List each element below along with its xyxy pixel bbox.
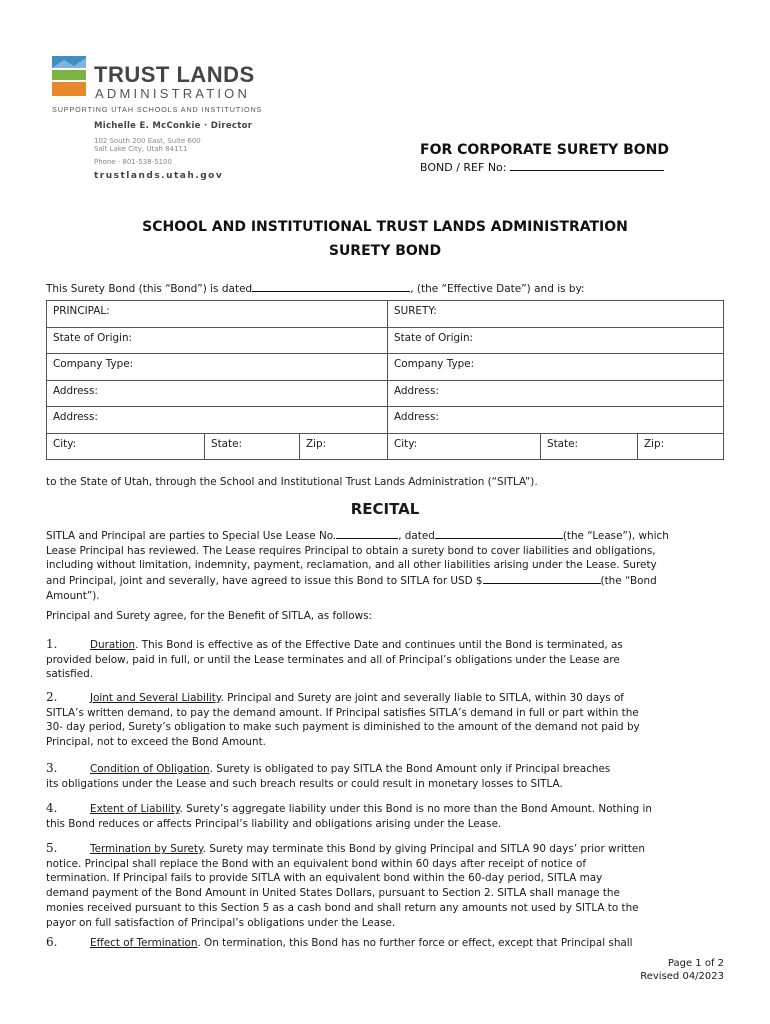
- dated-line: [46, 281, 585, 295]
- section-text: this Bond reduces or affects Principal’s liability and obligations arising under the Lease.: [46, 817, 502, 830]
- director-name: Michelle E. McConkie · Director: [94, 121, 253, 131]
- section-6: [46, 935, 726, 951]
- section-line: [46, 916, 726, 931]
- section-number: 1.: [46, 637, 58, 651]
- page-number: Page 1 of 2: [667, 958, 724, 969]
- section-line: [46, 761, 726, 777]
- section-text: notice. Principal shall replace the Bond with an equivalent bond within 60 days after receipt of notice of: [46, 857, 587, 870]
- section-5: [46, 841, 726, 930]
- dated-prefix: This Surety Bond (this “Bond”) is dated: [46, 283, 253, 295]
- section-line: [46, 841, 726, 857]
- section-text: . Surety is obligated to pay SITLA the Bond Amount only if Principal breaches: [209, 763, 611, 775]
- recital-line-4a: and Principal, joint and severally, have agreed to issue this Bond to SITLA for USD $: [46, 575, 483, 588]
- surety-address-1[interactable]: Address:: [388, 380, 724, 407]
- principal-zip[interactable]: Zip:: [300, 433, 388, 460]
- section-line: [46, 777, 726, 792]
- doc-title-line-1: SCHOOL AND INSTITUTIONAL TRUST LANDS ADMINISTRATION: [142, 219, 628, 235]
- principal-header[interactable]: PRINCIPAL:: [47, 301, 388, 328]
- section-line: [46, 871, 726, 886]
- principal-state[interactable]: State:: [205, 433, 300, 460]
- surety-state-of-origin[interactable]: State of Origin:: [388, 327, 724, 354]
- section-text: termination. If Principal fails to provide SITLA with an equivalent bond within the 60-day period, SITLA may: [46, 872, 603, 885]
- section-line: [46, 706, 726, 721]
- section-text: . Principal and Surety are joint and severally liable to SITLA, within 30 days of: [220, 692, 624, 704]
- principal-state-of-origin[interactable]: State of Origin:: [47, 327, 388, 354]
- bond-ref-blank[interactable]: [510, 160, 664, 171]
- dated-suffix: , (the “Effective Date”) and is by:: [410, 283, 585, 295]
- agree-line: Principal and Surety agree, for the Benefit of SITLA, as follows:: [46, 610, 373, 622]
- principal-city[interactable]: City:: [47, 433, 205, 460]
- section-text: its obligations under the Lease and such breach results or could result in monetary losses to SITLA.: [46, 777, 563, 790]
- phone: Phone · 801-538-5100: [94, 158, 172, 166]
- effective-date-blank[interactable]: [252, 281, 410, 292]
- bond-ref-label: BOND / REF No:: [420, 161, 507, 174]
- section-line: [46, 857, 726, 872]
- recital-text-c: (the “Lease”), which: [562, 530, 669, 542]
- section-title: Extent of Liability: [90, 803, 180, 815]
- section-line: [46, 801, 726, 817]
- section-2: [46, 690, 726, 750]
- address-line-1: 102 South 200 East, Suite 600: [94, 137, 201, 145]
- section-text: monies received pursuant to this Section 5 as a cash bond and shall return any amounts not used by SITLA to the: [46, 901, 639, 914]
- principal-address-1[interactable]: Address:: [47, 380, 388, 407]
- section-text: . On termination, this Bond has no further force or effect, except that Principal shall: [197, 937, 633, 949]
- recital-heading: RECITAL: [350, 500, 420, 518]
- to-state-line: to the State of Utah, through the School and Institutional Trust Lands Administration (“SITLA”).: [46, 476, 538, 488]
- recital-line-4b: (the “Bond: [600, 575, 657, 588]
- principal-address-2[interactable]: Address:: [47, 407, 388, 434]
- section-1: [46, 637, 726, 682]
- bond-amount-blank[interactable]: [483, 573, 601, 584]
- address-line-2: Salt Lake City, Utah 84111: [94, 145, 188, 153]
- section-line: [46, 817, 726, 832]
- lease-date-blank[interactable]: [435, 528, 563, 539]
- section-title: Joint and Several Liability: [90, 692, 221, 704]
- logo-tagline: SUPPORTING UTAH SCHOOLS AND INSTITUTIONS: [52, 105, 263, 114]
- recital-line-5: Amount”).: [46, 589, 100, 602]
- section-text: SITLA’s written demand, to pay the demand amount. If Principal satisfies SITLA’s demand in full or part within the: [46, 706, 639, 719]
- recital-line-3: including without limitation, indemnity, payment, reclamation, and all other liabilities arising under the Lease. Surety: [46, 559, 657, 572]
- section-text: 30- day period, Surety’s obligation to make such payment is diminished to the amount of the demand not paid by: [46, 721, 640, 734]
- surety-zip[interactable]: Zip:: [638, 433, 724, 460]
- surety-address-2[interactable]: Address:: [388, 407, 724, 434]
- section-line: [46, 637, 726, 653]
- section-number: 5.: [46, 841, 58, 855]
- section-text: provided below, paid in full, or until the Lease terminates and all of Principal’s obligations under the Lease are: [46, 653, 620, 666]
- section-title: Duration: [90, 639, 136, 651]
- section-text: payor on full satisfaction of Principal’s obligations under the Lease.: [46, 916, 396, 929]
- section-line: [46, 720, 726, 735]
- logo-subtitle: ADMINISTRATION: [95, 86, 251, 101]
- revised-date: Revised 04/2023: [640, 971, 724, 982]
- recital-text-a: SITLA and Principal are parties to Special Use Lease No.: [46, 530, 337, 542]
- section-line: [46, 886, 726, 901]
- section-text: demand payment of the Bond Amount in United States Dollars, pursuant to Section 2. SITLA shall manage the: [46, 887, 620, 900]
- section-text: Principal, not to exceed the Bond Amount.: [46, 736, 266, 749]
- surety-city[interactable]: City:: [388, 433, 541, 460]
- surety-header[interactable]: SURETY:: [388, 301, 724, 328]
- section-title: Effect of Termination: [90, 937, 198, 949]
- section-title: Condition of Obligation: [90, 763, 210, 775]
- lease-no-blank[interactable]: [336, 528, 398, 539]
- section-title: Termination by Surety: [90, 843, 203, 855]
- section-text: . This Bond is effective as of the Effective Date and continues until the Bond is terminated, as: [135, 639, 623, 651]
- section-line: [46, 735, 726, 750]
- section-number: 4.: [46, 801, 58, 815]
- recital-text-b: , dated: [398, 530, 435, 542]
- section-line: [46, 901, 726, 916]
- principal-company-type[interactable]: Company Type:: [47, 354, 388, 381]
- surety-state[interactable]: State:: [541, 433, 638, 460]
- section-line: [46, 667, 726, 682]
- section-text: . Surety’s aggregate liability under this Bond is no more than the Bond Amount. Nothing in: [179, 803, 652, 815]
- section-4: [46, 801, 726, 831]
- logo-title: TRUST LANDS: [94, 62, 255, 87]
- section-text: satisfied.: [46, 668, 93, 681]
- section-number: 2.: [46, 690, 58, 704]
- form-title: FOR CORPORATE SURETY BOND: [420, 142, 670, 158]
- website: trustlands.utah.gov: [94, 171, 224, 181]
- section-number: 6.: [46, 935, 58, 949]
- trust-lands-logo-icon: [52, 56, 86, 96]
- surety-company-type[interactable]: Company Type:: [388, 354, 724, 381]
- bond-ref-field[interactable]: [420, 160, 664, 174]
- recital-paragraph: [46, 528, 726, 604]
- recital-line-2: Lease Principal has reviewed. The Lease requires Principal to obtain a surety bond to cover liabilities and obligations,: [46, 544, 656, 557]
- footer: [640, 957, 724, 983]
- section-3: [46, 761, 726, 791]
- section-line: [46, 690, 726, 706]
- section-line: [46, 653, 726, 668]
- parties-table: [46, 300, 724, 460]
- doc-title-line-2: SURETY BOND: [328, 243, 442, 259]
- section-number: 3.: [46, 761, 58, 775]
- section-text: . Surety may terminate this Bond by giving Principal and SITLA 90 days’ prior written: [202, 843, 645, 855]
- section-line: [46, 935, 726, 951]
